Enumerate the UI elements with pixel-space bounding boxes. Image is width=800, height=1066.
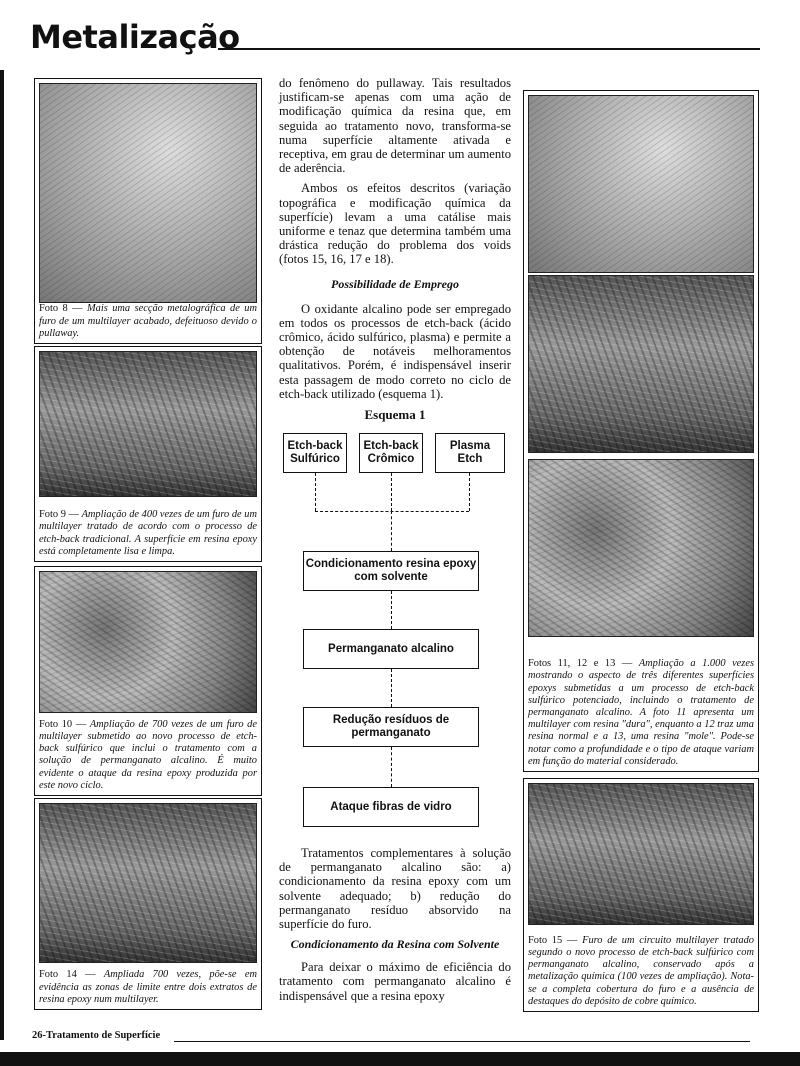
caption-foto9: Foto 9 — Ampliação de 400 vezes de um furo de um multilayer tratado de acordo com o processo de etch-back tradicional. A superfície em resina epoxy está completamente lisa e limpa. bbox=[39, 509, 257, 557]
bottom-bar bbox=[0, 1052, 800, 1066]
figure-foto14 bbox=[34, 798, 262, 1010]
subheading-condicionamento: Condicionamento da Resina com Solvente bbox=[290, 937, 500, 952]
middle-column bbox=[279, 76, 511, 407]
photo-foto12 bbox=[528, 275, 754, 453]
figure-fotos-11-12-13 bbox=[523, 90, 759, 772]
caption-foto15: Foto 15 — Furo de um circuito multilayer tratado segundo o novo processo de etch-back sulfúrico com permanganato alcalino, conservado após a metalização química (100 vezes de ampliação). Nota-se a completa cobertura do furo e a ausência de destaques do depósito de cobre químico. bbox=[528, 934, 754, 1007]
paragraph-2: Ambos os efeitos descritos (variação topográfica e modificação química da superfície) levam a uma catálise mais uniforme e tenaz que determina também uma drástica redução do problema dos voids (fotos 15, 16, 17 e 18). bbox=[279, 181, 511, 267]
photo-foto9 bbox=[39, 351, 257, 497]
photo-foto13 bbox=[528, 459, 754, 637]
paragraph-4: Tratamentos complementares à solução de permanganato alcalino são: a) condicionamento da resina epoxy com um solvente adequado; b) redução do permanganato resíduo absorvido na superfície do furo. bbox=[279, 846, 511, 932]
header-rule bbox=[218, 48, 760, 50]
figure-foto15 bbox=[523, 778, 759, 1012]
dash-line bbox=[391, 669, 392, 707]
caption-foto14: Foto 14 — Ampliada 700 vezes, põe-se em evidência as zonas de limite entre dois extratos de resina epoxy num multilayer. bbox=[39, 969, 257, 1005]
page-header bbox=[30, 18, 770, 58]
subheading-possibilidade: Possibilidade de Emprego bbox=[331, 276, 459, 291]
scheme-step-permanganato: Permanganato alcalino bbox=[303, 629, 479, 669]
dash-line bbox=[391, 747, 392, 787]
dash-line bbox=[391, 511, 392, 551]
scheme-diagram bbox=[279, 407, 511, 837]
dash-line bbox=[315, 511, 469, 512]
caption-foto8: Foto 8 — Mais uma secção metalográfica de um furo de um multilayer acabado, defeituoso devido o pullaway. bbox=[39, 303, 257, 339]
caption-foto10: Foto 10 — Ampliação de 700 vezes de um furo de multilayer submetido ao novo processo de etch-back sulfúrico que inclui o tratamento com a solução de permanganato alcalino. É muito evidente o ataque da resina epoxy produzida por este novo ciclo. bbox=[39, 718, 257, 791]
middle-column-lower bbox=[279, 846, 511, 1009]
left-margin-bar bbox=[0, 70, 4, 1040]
footer-rule bbox=[174, 1041, 750, 1042]
figure-foto10 bbox=[34, 566, 262, 796]
footer-text: 26-Tratamento de Superfície bbox=[32, 1030, 161, 1041]
scheme-step-condicionamento: Condicionamento resina epoxy com solvente bbox=[303, 551, 479, 591]
figure-foto8 bbox=[34, 78, 262, 344]
paragraph-5: Para deixar o máximo de eficiência do tratamento com permanganato alcalino é indispensável que a resina epoxy bbox=[279, 960, 511, 1003]
photo-foto14 bbox=[39, 803, 257, 963]
photo-foto10 bbox=[39, 571, 257, 713]
scheme-box-sulfurico: Etch-back Sulfúrico bbox=[283, 433, 347, 473]
scheme-box-plasma: Plasma Etch bbox=[435, 433, 505, 473]
page-footer bbox=[32, 1030, 750, 1050]
scheme-title: Esquema 1 bbox=[364, 407, 426, 422]
scheme-step-ataque: Ataque fibras de vidro bbox=[303, 787, 479, 827]
dash-line bbox=[469, 473, 470, 511]
scheme-box-cromico: Etch-back Crômico bbox=[359, 433, 423, 473]
caption-fotos-11-12-13: Fotos 11, 12 e 13 — Ampliação a 1.000 vezes mostrando o aspecto de três diferentes superfícies epoxys submetidas a um processo de etch-back sulfúrico potenciado, incluindo o tratamento de permanganato alcalino. A foto 11 apresenta um multilayer com resina "dura", enquanto a 12 traz uma resina normal e a 13, uma resina "mole". Pode-se notar como a profundidade e o tipo de ataque variam em função do material considerado. bbox=[528, 658, 754, 767]
dash-line bbox=[315, 473, 316, 511]
photo-foto15 bbox=[528, 783, 754, 925]
scheme-step-reducao: Redução resíduos de permanganato bbox=[303, 707, 479, 747]
photo-foto8 bbox=[39, 83, 257, 303]
figure-foto9 bbox=[34, 346, 262, 562]
dash-line bbox=[391, 473, 392, 511]
paragraph-3: O oxidante alcalino pode ser empregado em todos os processos de etch-back (ácido crômico, ácido sulfúrico, plasma) e permite a obtenção de notáveis melhoramentos qualitativos. Porém, é indispensável inserir esta passagem de modo correto no ciclo de etch-back utilizado (esquema 1). bbox=[279, 301, 511, 401]
page-title: Metalização bbox=[30, 18, 240, 56]
paragraph-1: do fenômeno do pullaway. Tais resultados justificam-se apenas com uma ação de modificação química da resina que, em seguida ao tratamento novo, transforma-se numa superfície altamente ativada e receptiva, em grau de determinar um aumento de aderência. bbox=[279, 76, 511, 176]
photo-foto11 bbox=[528, 95, 754, 273]
dash-line bbox=[391, 591, 392, 629]
